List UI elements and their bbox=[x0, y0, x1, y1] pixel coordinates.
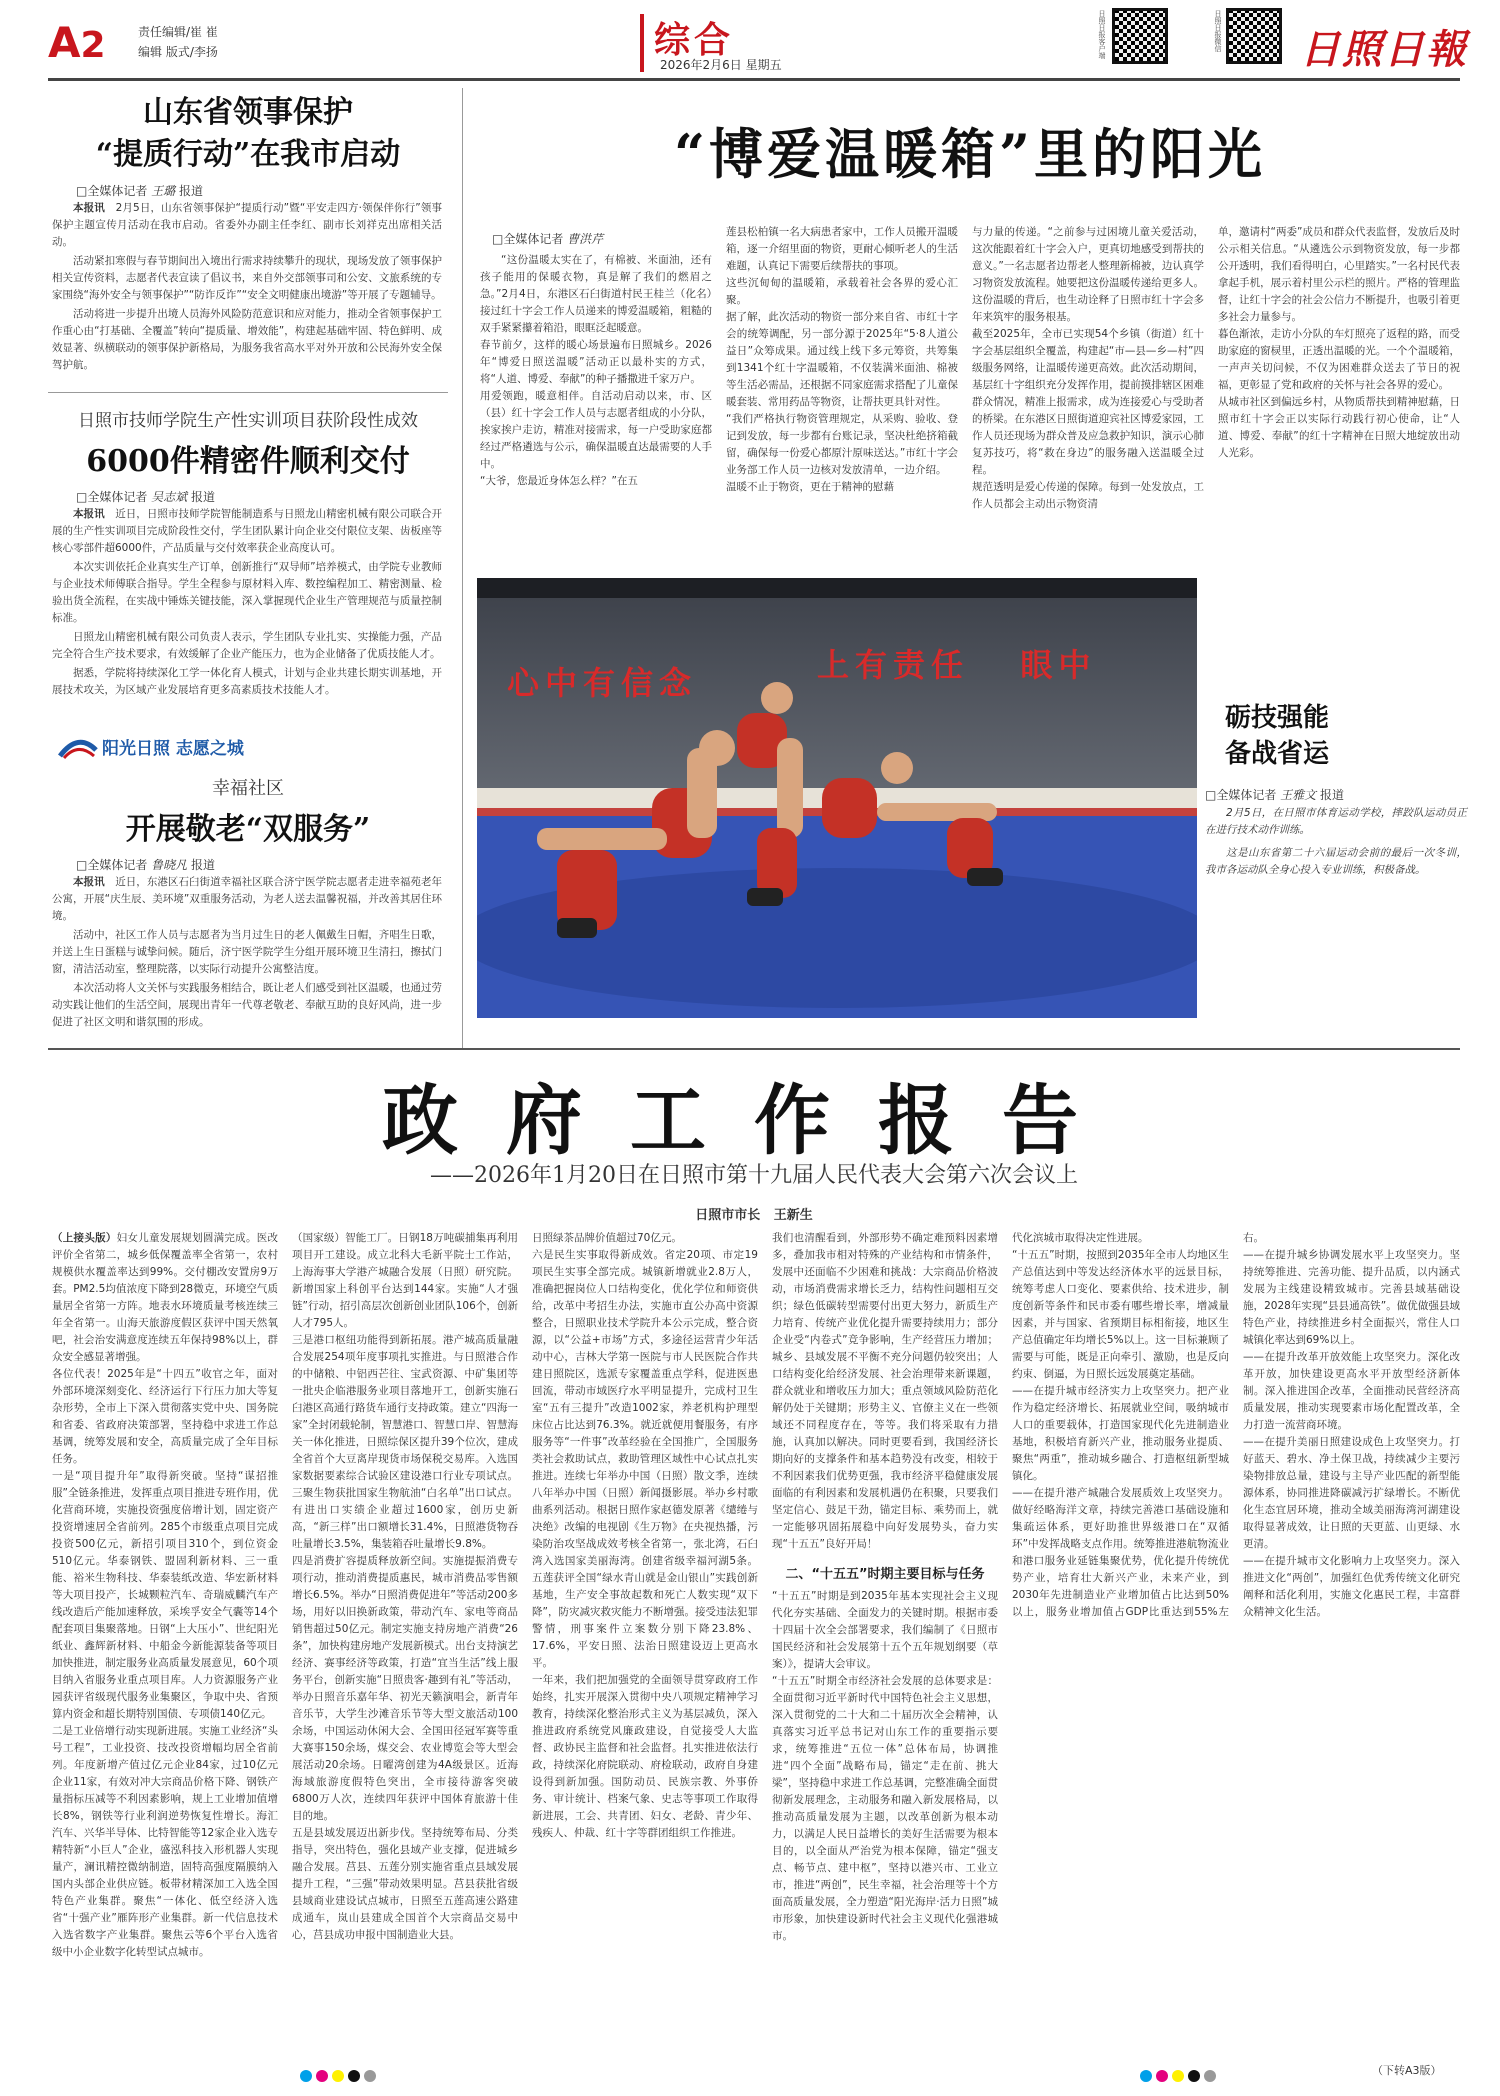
page-letter: A bbox=[48, 18, 81, 67]
feature-column: 莲县松柏镇一名大病患者家中，工作人员搬开温暖箱，逐一介绍里面的物资，更耐心倾听老人的生活难题，认真记下需要后续帮扶的事项。 这些沉甸甸的温暖箱，承载着社会各界的爱心汇聚。 据了解，此次活动的物资一部分来自省、市红十字会的统筹调配，另一部分源于2025年“5·8人道公益日”众筹成果。通过线上线下多元筹资，共筹集到1341个红十字温暖箱，不仅装满米面油、棉被等生活必需品，还根据不同家庭需求搭配了儿童保暖套装、常用药品等物资，让帮扶更具针对性。 “我们严格执行物资管理规定，从采购、验收、登记到发放，每一步都有台账记录，坚决杜绝挤箱截留，确保每一份爱心都原汁原味送达。”市红十字会业务部工作人员一边核对发放清单，一边介绍。 温暖不止于物资，更在于精神的慰藉 bbox=[726, 226, 958, 493]
report-column bbox=[772, 1230, 998, 2050]
photo-banner-text: 上有责任 眼中 bbox=[817, 646, 1097, 684]
black-dot-icon bbox=[348, 2070, 360, 2082]
paragraph: 据悉，学院将持续深化工学一体化育人模式，计划与企业共建长期实训基地，开展技术攻关，为区域产业发展培育更多高素质技术技能人才。 bbox=[52, 667, 442, 696]
paragraph: 活动将进一步提升出境人员海外风险防范意识和应对能力，推动全省领事保护工作重心由“打基础、全覆盖”转向“提质量、增效能”，构建起基础牢固、特色鲜明、成效显著、纵横联动的领事保护新格局，为服务我省高水平对外开放和公民海外安全保驾护航。 bbox=[52, 308, 442, 371]
qr-code-icon[interactable] bbox=[1226, 8, 1282, 64]
byline-prefix: □全媒体记者 bbox=[76, 184, 148, 198]
paragraph: 活动中，社区工作人员与志愿者为当月过生日的老人佩戴生日帽，齐唱生日歌，并送上生日蛋糕与诚挚问候。随后，济宁医学院学生分组开展环境卫生清扫，擦拭门窗，清洁活动室，整理院落，以实际行动提升公寓整洁度。 bbox=[52, 929, 442, 975]
registration-marks bbox=[300, 2070, 376, 2082]
report-text: 妇女儿童发展规划圆满完成。医改评价全省第二，城乡低保覆盖率全省第一，农村规模供水覆盖率达到99%。交付棚改安置房9万套。PM2.5均值浓度下降到28微克，环境空气质量居全省第一方阵。地表水环境质量考核连续三年全省第一。山海天旅游度假区获评中国天然氧吧，社会治安满意度连续五年保持98%以上，群众安全感显著增强。 各位代表！2025年是“十四五”收官之年，面对外部环境深刻变化、经济运行下行压力加大等复杂形势，全市上下深入贯彻落实党中央、国务院和省委、省政府决策部署，坚持稳中求进工作总基调，统筹发展和安全，高质量完成了全年目标任务。 一是“项目提升年”取得新突破。坚持“谋招推服”全链条推进，发挥重点项目推进专班作用，优化营商环境，实施投资强度倍增计划，固定资产投资增速居全省前列。285个市级重点项目完成投资500亿元，新招引项目310个，到位资金510亿元。华泰钢铁、盟固利新材料、三一重能、裕米生物科技、华泰装纸改造、华宏新材料等大项目投产，长城颗粒汽车、奇瑞威麟汽车产线改造后产能加速释放，采埃孚安全气囊等14个配套项目集聚落地。日钢“上大压小”、世纪阳光纸业、鑫辉新材料、中船金今新能源装备等项目加快推进，制定服务业高质量发展意见，60个项目纳入省服务业重点项目库。人力资源服务产业园获评省级现代服务业集聚区，争取中央、省预算内资金和超长期特别国债、专项债140亿元。 二是工业倍增行动实现新进展。实施工业经济“头号工程”，工业投资、技改投资增幅均居全省前列。年度新增产值过亿元企业84家，过10亿元企业11家，有效对冲大宗商品价格下降、钢铁产量指标压减等不利因素影响，规上工业增加值增长8%，钢铁等行业利润逆势恢复性增长。海汇汽车、兴华半导体、比特智能等12家企业入选专精特新“小巨人”企业，盛泓科技入形机器人实现量产，澜讯精控微纳制造，固特高强度隔膜纳入国内头部企业供应链。板带材精深加工入选全国特色产业集群。聚焦“一体化、低空经济入选省“十强产业”雁阵形产业集群。新一代信息技术入选省数字产业集群。聚焦云等6个平台入选省级中小企业数字化转型试点城市。 bbox=[52, 1232, 278, 1958]
story3-body bbox=[52, 874, 442, 1033]
magenta-dot-icon bbox=[316, 2070, 328, 2082]
headline-line: “提质行动”在我市启动 bbox=[95, 137, 401, 172]
feature-column: 单，邀请村“两委”成员和群众代表监督，发放后及时公示相关信息。“从遴选公示到物资发放，每一步都公开透明，我们看得明白，心里踏实。”一名村民代表拿起手机，展示着村里公示栏的照片。严格的管理监督，让红十字会的社会公信力不断提升，也吸引着更多社会力量参与。 暮色渐浓，走访小分队的车灯照亮了返程的路，而受助家庭的窗棂里，正透出温暖的光。一个个温暖箱，一声声关切问候，不仅为困难群众送去了节日的祝福，更彰显了党和政府的关怀与社会各界的爱心。 从城市社区到偏远乡村，从物质帮扶到精神慰藉，日照市红十字会正以实际行动践行初心使命，让“人道、博爱、奉献”的红十字精神在日照大地绽放出动人光彩。 bbox=[1218, 226, 1460, 459]
report-subtitle: ——2026年1月20日在日照市第十九届人民代表大会第六次会议上 bbox=[430, 1163, 1078, 1188]
editor-info bbox=[138, 22, 218, 62]
photo-banner-text: 心中有信念 bbox=[507, 664, 698, 702]
byline-suffix: 报道 bbox=[191, 858, 216, 872]
story3-headline[interactable]: 开展敬老“双服务” bbox=[125, 812, 371, 847]
report-column bbox=[52, 1230, 278, 2050]
report-section-heading: 二、“十五五”时期主要目标与任务 bbox=[785, 1567, 985, 1582]
byline-prefix: □全媒体记者 bbox=[1205, 788, 1277, 802]
paragraph: 本次活动将人文关怀与实践服务相结合，既让老人们感受到社区温暖，也通过劳动实践让他们的生活空间，展现出青年一代尊老敬老、奉献互助的良好风尚，进一步促进了社区文明和谐氛围的形成。 bbox=[52, 982, 442, 1028]
divider bbox=[48, 392, 448, 393]
qr-code-icon[interactable] bbox=[1112, 8, 1168, 64]
byline-prefix: □全媒体记者 bbox=[76, 858, 148, 872]
yellow-dot-icon bbox=[1172, 2070, 1184, 2082]
reporter-name: 吴志斌 bbox=[151, 490, 188, 504]
sunrise-icon bbox=[58, 730, 98, 760]
cyan-dot-icon bbox=[300, 2070, 312, 2082]
report-author: 日照市市长 王新生 bbox=[695, 1208, 813, 1223]
story2-body bbox=[52, 506, 442, 701]
paragraph: 近日，日照市技师学院智能制造系与日照龙山精密机械有限公司联合开展的生产性实训项目完成阶段性交付，学生团队累计向企业交付限位支架、齿板座等核心零部件超6000件，产品质量与交付效率获企业高度认可。 bbox=[52, 508, 443, 554]
column-rule bbox=[462, 88, 463, 1048]
byline-prefix: □全媒体记者 bbox=[492, 232, 564, 246]
byline-prefix: □全媒体记者 bbox=[76, 490, 148, 504]
paragraph: 近日，东港区石臼街道幸福社区联合济宁医学院志愿者走进幸福苑老年公寓，开展“庆生辰、美环境”双重服务活动，为老人送去温馨祝福，并改善其居住环境。 bbox=[52, 876, 443, 922]
lead-tag: 本报讯 bbox=[73, 202, 105, 214]
lead-tag: 本报讯 bbox=[73, 876, 105, 888]
report-text: “十五五”时期是到2035年基本实现社会主义现代化夯实基础、全面发力的关键时期。根据市委十四届十次全会部署要求，我们编制了《日照市国民经济和社会发展第十五个五年规划纲要（草案）》，提请大会审议。 “十五五”时期全市经济社会发展的总体要求是：全面贯彻习近平新时代中国特色社会主义思想，深入贯彻党的二十大和二十届历次全会精神，认真落实习近平总书记对山东工作的重要指示要求，统筹推进“五位一体”总体布局，协调推进“四个全面”战略布局，锚定“走在前、挑大梁”，坚持稳中求进工作总基调，完整准确全面贯彻新发展理念，主动服务和融入新发展格局，以推动高质量发展为主题，以改革创新为根本动力，以满足人民日益增长的美好生活需要为根本目的，以全面从严治党为根本保障，锚定“强支点、畅节点、建中枢”，坚持以港兴市、工业立市，推进“两创”，民生幸福，社会治理等十个方面高质量发展，全力塑造“阳光海岸·活力日照”城市形象，加快建设新时代社会主义现代化强港城市。 bbox=[772, 1590, 998, 1942]
caption-text: 2月5日，在日照市体育运动学校，摔跤队运动员正在进行技术动作训练。 bbox=[1205, 807, 1467, 836]
reporter-name: 王雅文 bbox=[1280, 788, 1317, 802]
yellow-dot-icon bbox=[332, 2070, 344, 2082]
magenta-dot-icon bbox=[1156, 2070, 1168, 2082]
issue-date: 2026年2月6日 星期五 bbox=[660, 58, 782, 72]
headline-line: 山东省领事保护 bbox=[143, 95, 353, 130]
page-digit: 2 bbox=[80, 25, 106, 66]
caption-text: 这是山东省第二十六届运动会前的最后一次冬训，我市各运动队全身心投入专业训练，积极备战。 bbox=[1205, 847, 1467, 876]
qr-label: 日照日报微信 bbox=[1214, 10, 1222, 52]
report-text: 代化滨城市取得决定性进展。 “十五五”时期，按照到2035年全市人均地区生产总值达到中等发达经济体水平的远景目标，统筹考虑人口变化、要素供给、技术进步，制度创新等条件和民市委有哪些增长率，增减量因素，并与国家、省预期目标相衔接，地区生产总值确定年均增长5%以上。这一目标兼顾了需要与可能，既是正向牵引、激励，也是反向约束、倒逼，为日照长远发展奠定基础。 ——在提升城市经济实力上攻坚突力。把产业作为稳定经济增长、拓展就业空间，吸纳城市人口的重要载体，打造国家现代化先进制造业基地，积极培育新兴产业，推动服务业提质、聚焦“两重”，推动城乡融合、打造枢纽新型城镇化。 ——在提升港产城融合发展质效上攻坚突力。做好经略海洋文章，持续完善港口基础设施和集疏运体系，更好助推世界级港口在“双循环”中发挥战略支点作用。统筹推进港航物流业和港口服务业延链集聚优势，优化提升传统优势产业，培育壮大新兴产业，未来产业，到2030年先进制造业产业增加值占比达到50%以上，服务业增加值占GDP比重达到55%左右。 ——在提升城乡协调发展水平上攻坚突力。坚持统筹推进、完善功能、提升品质，以内涵式发展为主线建设精致城市。完善县域基础设施，2028年实现“县县通高铁”。做优做强县域特色产业，持续推进乡村全面振兴，常住人口城镇化率达到69%以上。 ——在提升改革开放效能上攻坚突力。深化改革开放，加快建设更高水平开放型经济新体制。深入推进国企改革，全面推动民营经济高质量发展，推动实现要素市场化配置改革，全力打造一流营商环境。 ——在提升美丽日照建设成色上攻坚突力。打好蓝天、碧水、净土保卫战，持续减少主要污染物排放总量，建设与主导产业匹配的新型能源体系，协同推进降碳减污扩绿增长。不断优化生态宜居环境，推动全域美丽海湾河湖建设取得显著成效，让日照的天更蓝、山更绿、水更清。 ——在提升城市文化影响力上攻坚突力。深入推进文化“两创”，加强红色优秀传统文化研究阐释和活化利用，实施文化惠民工程，丰富群众精神文化生活。 bbox=[1012, 1232, 1460, 1618]
section-title: 综合 bbox=[654, 19, 735, 61]
story2-byline bbox=[76, 488, 215, 505]
header-rule bbox=[48, 78, 1460, 81]
report-column: （国家级）智能工厂。日钢18万吨碳捕集再利用项目开工建设。成立北科大毛新平院士工作站，上海海事大学港产城融合发展（日照）研究院。新增国家上科创平台达到144家。实施“人才强链”行动，招引高层次创新创业团队106个，创新人才795人。 三是港口枢纽功能得到新拓展。港产城高质量融合发展254项年度事项扎实推进。与日照港合作的中储粮、中铝西芒往、宝武资源、中矿集团等一批央企临港服务业项目落地开工，创新实施石臼港区高通行路货车通行支持政策。建立“四海一家”全封闭载轮制，智慧港口、智慧口岸、智慧海关一体化推进，日照综保区提升39个位次，建成全省首个大豆离岸现货市场保税交易库。入选国家数据要素综合试验区建设港口行业专项试点。三聚生物获批国家生物航油“白名单”出口试点。有进出口实绩企业超过1600家，创历史新高，“新三样”出口额增长31.4%，日照港货物吞吐量增长3.5%，集装箱吞吐量增长9.8%。 四是消费扩容提质释放新空间。实施提振消费专项行动，推动消费提质惠民，城市消费品零售额增长6.5%。举办“日照消费促进年”等活动200多场，用好以旧换新政策，带动汽车、家电等商品销售超过50亿元。制定实施支持房地产消费“26条”，加快构建房地产发展新模式。出台支持演艺经济、赛事经济等政策，打造“宜当生活”线上服务平台，创新实施“日照贵客·趣到有礼”等活动，举办日照音乐嘉年华、初光天籁演唱会，新青年音乐节，大学生沙滩音乐节等大型文旅活动100余场，中国运动休闲大会、全国田径冠军赛等重大赛事150余场，煤交会、农业博览会等大型会展活动20余场。日曜湾创建为4A级景区。近海海域旅游度假特色突出，全市接待游客突破6800万人次，连续四年获评中国体育旅游十佳目的地。 五是县域发展迈出新步伐。坚持统筹布局、分类指导，突出特色，强化县域产业支撑，促进城乡融合发展。莒县、五莲分别实施省重点县域发展提升工程，“三强”带动效果明显。莒县获批省级县域商业建设试点城市，日照至五莲高速公路建成通车，岚山县建成全国首个大宗商品交易中心，莒县成功申报中国制造业大县。 bbox=[292, 1232, 518, 1941]
byline-suffix: 报道 bbox=[1320, 788, 1345, 802]
editor-line: 责任编辑/崔 崔 bbox=[138, 25, 218, 39]
section-marker bbox=[640, 14, 644, 72]
paragraph: 日照龙山精密机械有限公司负责人表示，学生团队专业扎实、实操能力强，产品完全符合生产技术要求，有效缓解了企业产能压力，也为企业储备了优质技能人才。 bbox=[52, 631, 442, 660]
lead-tag: 本报讯 bbox=[73, 508, 105, 520]
reporter-name: 曹洪芹 bbox=[567, 232, 604, 246]
photo-byline bbox=[1205, 786, 1467, 803]
grey-dot-icon bbox=[364, 2070, 376, 2082]
story3-byline bbox=[76, 856, 215, 873]
black-dot-icon bbox=[1188, 2070, 1200, 2082]
story2-kicker: 日照市技师学院生产性实训项目获阶段性成效 bbox=[78, 411, 418, 431]
wrestling-training-photo[interactable] bbox=[477, 578, 1197, 1018]
feature-headline[interactable]: “博爱温暖箱”里的阳光 bbox=[673, 122, 1267, 186]
registration-marks bbox=[1140, 2070, 1216, 2082]
section-divider bbox=[48, 1048, 1460, 1050]
continued-to-label: （下转A3版） bbox=[1372, 2064, 1442, 2077]
photo-title-line: 备战省运 bbox=[1225, 739, 1330, 769]
cyan-dot-icon bbox=[1140, 2070, 1152, 2082]
continued-label: （上接头版） bbox=[52, 1232, 117, 1244]
layout-line: 编辑 版式/李扬 bbox=[138, 45, 218, 59]
feature-column: “这份温暖太实在了，有棉被、米面油，还有孩子能用的保暖衣物，真是解了我们的燃眉之急。”2月4日，东港区石臼街道村民王桂兰（化名）接过红十字会工作人员递来的博爱温暖箱，粗糙的双手紧紧攥着箱沿，眼眶泛起暖意。 春节前夕，这样的暖心场景遍布日照城乡。2026年“博爱日照送温暖”活动正以最朴实的方式，将“人道、博爱、奉献”的种子播撒进千家万户。 用爱领跑，暖意相伴。自活动启动以来，市、区（县）红十字会工作人员与志愿者组成的小分队，挨家挨户走访，精准对接需求，每一户受助家庭都经过严格遴选与公示，确保温暖直达最需要的人手中。 “大爷，您最近身体怎么样？”在五 bbox=[480, 254, 712, 487]
feature-byline bbox=[492, 230, 603, 247]
masthead-logo: 日照日報 bbox=[1300, 26, 1468, 73]
story1-body bbox=[52, 200, 442, 376]
report-headline[interactable]: 政府工作报告 bbox=[382, 1076, 1126, 1165]
photo-title bbox=[1205, 700, 1467, 772]
report-text: 我们也清醒看到，外部形势不确定难预料因素增多，叠加我市相对特殊的产业结构和市情条件，发展中还面临不少困难和挑战：大宗商品价格波动，市场消费需求增长乏力，结构性问题相互交织；绿色低碳转型需要付出更大努力，新质生产力培育、传统产业优化提升需要持续用力；部分企业受“内卷式”竞争影响，生产经营压力增加；城乡、县域发展不平衡不充分问题仍较突出；人口结构变化给经济发展、社会治理带来新课题，群众就业和增收压力加大；重点领域风险防范化解仍处于关键期；形势主义、官僚主义在一些领域还不同程度存在，等等。我们将采取有力措施，认真加以解决。同时更要看到，我国经济长期向好的支撑条件和基本趋势没有改变，相较于不利因素我们优势更强，我市经济平稳健康发展面临的有利因素和发展机遇仍在积聚，只要我们坚定信心、鼓足干劲，锚定目标、乘势而上，就一定能够巩固拓展稳中向好发展势头，奋力实现“十五五”良好开局！ bbox=[772, 1232, 998, 1550]
logo-text: 阳光日照 志愿之城 bbox=[102, 739, 244, 759]
volunteer-logo bbox=[58, 730, 308, 760]
story2-headline[interactable]: 6000件精密件顺利交付 bbox=[86, 444, 410, 479]
story3-kicker: 幸福社区 bbox=[212, 778, 284, 799]
story1-headline[interactable] bbox=[48, 92, 448, 176]
byline-suffix: 报道 bbox=[179, 184, 204, 198]
story1-byline bbox=[76, 182, 203, 199]
reporter-name: 王璐 bbox=[151, 184, 176, 198]
feature-column: 与力量的传递。“之前参与过困境儿童关爱活动，这次能跟着红十字会入户，更真切地感受到帮扶的意义。”一名志愿者边帮老人整理新棉被，边认真学习物资发放流程。她要把这份温暖传递给更多人。这份温暖的背后，也生动诠释了日照市红十字会多年来筑牢的服务根基。 截至2025年，全市已实现54个乡镇（街道）红十字会基层组织全覆盖，构建起“市—县—乡—村”四级服务网络，让温暖传递更高效。此次活动期间，基层红十字组织充分发挥作用，提前摸排辖区困难群众情况，精准上报需求，成为连接爱心与受助者的桥梁。在东港区日照街道迎宾社区博爱家园，工作人员还现场为群众普及应急救护知识，演示心肺复苏技巧，将“救在身边”的服务融入送温暖全过程。 规范透明是爱心传递的保障。每到一处发放点，工作人员都会主动出示物资清 bbox=[972, 226, 1204, 510]
photo-caption bbox=[1205, 700, 1467, 879]
reporter-name: 鲁晓凡 bbox=[151, 858, 188, 872]
paragraph: 本次实训依托企业真实生产订单，创新推行“双导师”培养模式，由学院专业教师与企业技术师傅联合指导。学生全程参与原材料入库、数控编程加工、精密测量、检验出货全流程，在实战中锤炼关键技能，深入掌握现代企业生产管理规范与质量控制标准。 bbox=[52, 561, 442, 624]
page-number bbox=[48, 18, 128, 70]
photo-title-line: 砺技强能 bbox=[1225, 703, 1330, 733]
qr-label: 日照日报客户端 bbox=[1098, 10, 1106, 59]
grey-dot-icon bbox=[1204, 2070, 1216, 2082]
report-column: 日照绿茶品牌价值超过70亿元。 六是民生实事取得新成效。省定20项、市定19项民生实事全部完成。城镇新增就业2.8万人，准确把握岗位人口结构变化，优化学位和师资供给，改革中考招生办法，实施市直公办高中资源整合，日照职业技术学院升本公示完成，整合资源，以“公益+市场”方式，多途径运营青少年活动中心，吉林大学第一医院与市人民医院合作共建日照院区，选派专家覆盖重点学科，促进医患回流，带动市域医疗水平明显提升，完成村卫生室“五有三提升”改造1002家，养老机构护理型床位占比达到76.3%。就近就便用餐服务，有序服务等“一件事”改革经验在全国推广，全国服务类社会救助试点，救助管理区域性中心试点扎实推进。连续七年举办中国（日照）散文季，连续八年举办中国（日照）新闻摄影展。举办乡村歌曲系列活动。根据日照作家赵德发原著《缱绻与决绝》改编的电视剧《生万物》在央视热播，污染防治攻坚战成效考核全省第一，张北湾，石臼湾入选国家美丽海湾。创建省级幸福河湖5条。五莲获评全国“绿水青山就是金山银山”实践创新基地，生产安全事故起数和死亡人数实现“双下降”，防灾减灾救灾能力不断增强。接受违法犯罪警情，刑事案件立案数分别下降23.8%、17.6%，平安日照、法治日照建设迈上更高水平。 一年来，我们把加强党的全面领导贯穿政府工作始终，扎实开展深入贯彻中央八项规定精神学习教育，持续深化整治形式主义为基层减负，深入推进政府系统党风廉政建设，自觉接受人大监督、政协民主监督和社会监督。扎实推进依法行政，持续深化府院联动、府检联动，政府自身建设得到新加强。国防动员、民族宗教、外事侨务、审计统计、档案气象、史志等事项工作取得新进展，工会、共青团、妇女、老龄、青少年、残疾人、仲裁、红十字等群团组织工作推进。 bbox=[532, 1232, 758, 1839]
paragraph: 2月5日，山东省领事保护“提质行动”暨“平安走四方·领保伴你行”领事保护主题宣传月活动在我市启动。省委外办副主任李红、副市长刘祥克出席相关活动。 bbox=[52, 202, 443, 248]
byline-suffix: 报道 bbox=[191, 490, 216, 504]
report-column bbox=[1012, 1230, 1460, 2058]
paragraph: 活动紧扣寒假与春节期间出入境出行需求持续攀升的现状，现场发放了领事保护相关宣传资料，志愿者代表宣读了倡议书，来自外交部领事司和公安、文旅系统的专家围绕“海外安全与领事保护”“防诈反诈”“安全文明健康出境游”等开展了专题辅导。 bbox=[52, 255, 442, 301]
